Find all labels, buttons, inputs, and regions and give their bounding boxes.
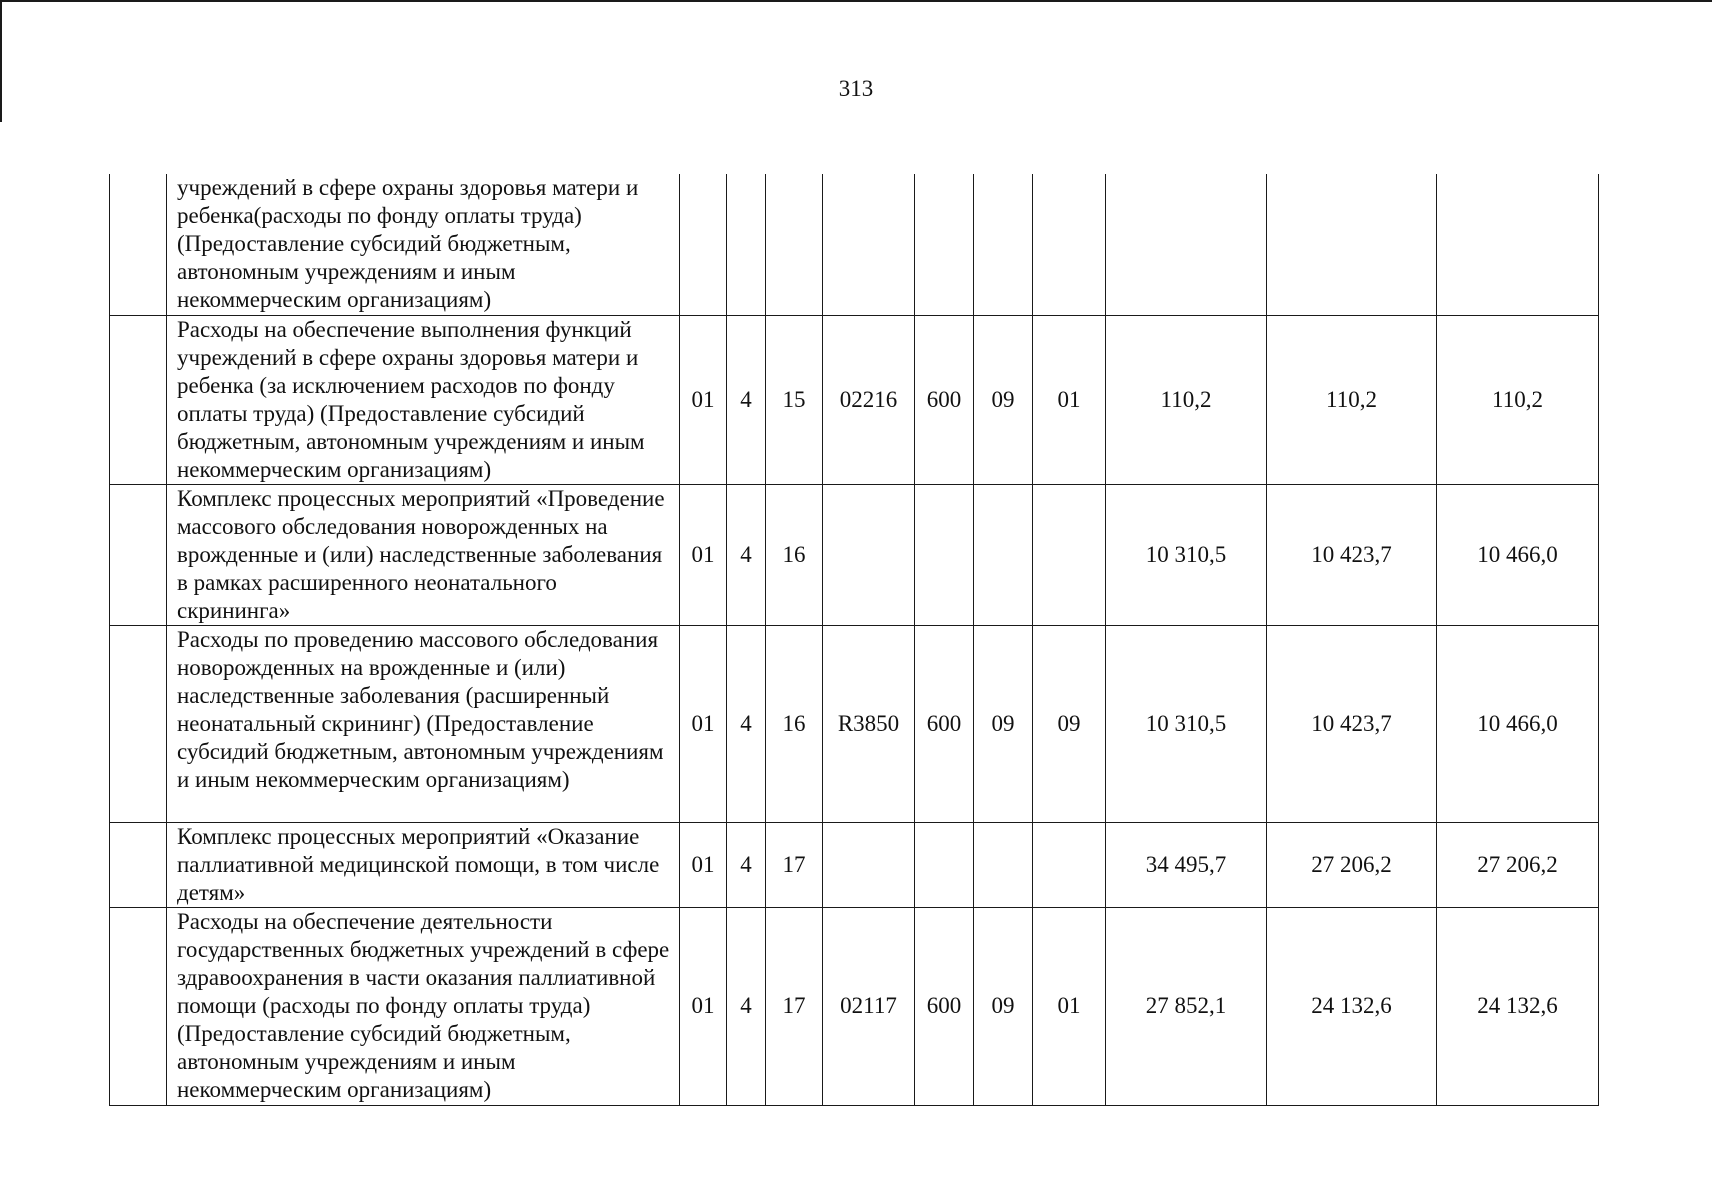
code-cell-5: 600 <box>915 315 974 484</box>
expense-name-cell: Расходы на обеспечение выполнения функций учреждений в сфере охраны здоровья матери и ребенка (за исключением расходов по фонду оплаты труда) (Предоставление субсидий бюджетным, автономным учреждениям и иным некоммерческим организациям) <box>167 315 680 484</box>
code-cell-4: R3850 <box>823 625 915 822</box>
code-cell-7 <box>1033 174 1106 315</box>
amount-cell-1: 110,2 <box>1106 315 1267 484</box>
amount-cell-1 <box>1106 174 1267 315</box>
code-cell-6: 09 <box>974 625 1033 822</box>
code-cell-7: 01 <box>1033 315 1106 484</box>
code-cell-5: 600 <box>915 625 974 822</box>
code-cell-1: 01 <box>680 907 727 1105</box>
amount-cell-3: 10 466,0 <box>1437 625 1599 822</box>
expense-name-cell: Расходы на обеспечение деятельности государственных бюджетных учреждений в сфере здравоохранения в части оказания паллиативной помощи (расходы по фонду оплаты труда) (Предоставление субсидий бюджетным, автономным учреждениям и иным некоммерческим организациям) <box>167 907 680 1105</box>
table-row <box>110 907 1599 1105</box>
budget-table <box>109 174 1599 1106</box>
table-row <box>110 822 1599 907</box>
amount-cell-1: 34 495,7 <box>1106 822 1267 907</box>
amount-cell-2: 110,2 <box>1267 315 1437 484</box>
scan-edge-top <box>0 0 1712 2</box>
code-cell-5 <box>915 484 974 625</box>
row-number-cell <box>110 315 167 484</box>
table-row <box>110 484 1599 625</box>
amount-cell-3: 110,2 <box>1437 315 1599 484</box>
amount-cell-1: 27 852,1 <box>1106 907 1267 1105</box>
amount-cell-2: 27 206,2 <box>1267 822 1437 907</box>
code-cell-3: 16 <box>766 625 823 822</box>
code-cell-3: 15 <box>766 315 823 484</box>
code-cell-1: 01 <box>680 822 727 907</box>
amount-cell-1: 10 310,5 <box>1106 625 1267 822</box>
code-cell-7: 01 <box>1033 907 1106 1105</box>
expense-name-cell: учреждений в сфере охраны здоровья матери и ребенка(расходы по фонду оплаты труда) (Предоставление субсидий бюджетным, автономным учреждениям и иным некоммерческим организациям) <box>167 174 680 315</box>
code-cell-3: 16 <box>766 484 823 625</box>
code-cell-3: 17 <box>766 822 823 907</box>
code-cell-2 <box>727 174 766 315</box>
code-cell-2: 4 <box>727 625 766 822</box>
code-cell-1: 01 <box>680 625 727 822</box>
row-number-cell <box>110 907 167 1105</box>
code-cell-5 <box>915 174 974 315</box>
code-cell-7: 09 <box>1033 625 1106 822</box>
code-cell-7 <box>1033 484 1106 625</box>
code-cell-2: 4 <box>727 822 766 907</box>
code-cell-7 <box>1033 822 1106 907</box>
code-cell-1 <box>680 174 727 315</box>
amount-cell-3 <box>1437 174 1599 315</box>
code-cell-2: 4 <box>727 315 766 484</box>
table-row <box>110 315 1599 484</box>
amount-cell-2: 10 423,7 <box>1267 484 1437 625</box>
code-cell-5: 600 <box>915 907 974 1105</box>
code-cell-6 <box>974 484 1033 625</box>
table-row <box>110 625 1599 822</box>
expense-name-cell: Расходы по проведению массового обследования новорожденных на врожденные и (или) наследственные заболевания (расширенный неонатальный скрининг) (Предоставление субсидий бюджетным, автономным учреждениям и иным некоммерческим организациям) <box>167 625 680 822</box>
code-cell-6 <box>974 822 1033 907</box>
code-cell-1: 01 <box>680 315 727 484</box>
row-number-cell <box>110 822 167 907</box>
expense-name-cell: Комплекс процессных мероприятий «Проведение массового обследования новорожденных на врожденные и (или) наследственные заболевания в рамках расширенного неонатального скрининга» <box>167 484 680 625</box>
code-cell-6: 09 <box>974 315 1033 484</box>
code-cell-4 <box>823 484 915 625</box>
amount-cell-3: 24 132,6 <box>1437 907 1599 1105</box>
code-cell-6: 09 <box>974 907 1033 1105</box>
code-cell-2: 4 <box>727 484 766 625</box>
table-row <box>110 174 1599 315</box>
code-cell-4: 02117 <box>823 907 915 1105</box>
code-cell-4 <box>823 174 915 315</box>
code-cell-2: 4 <box>727 907 766 1105</box>
page-number: 313 <box>838 76 874 101</box>
code-cell-5 <box>915 822 974 907</box>
code-cell-1: 01 <box>680 484 727 625</box>
code-cell-3: 17 <box>766 907 823 1105</box>
amount-cell-1: 10 310,5 <box>1106 484 1267 625</box>
code-cell-3 <box>766 174 823 315</box>
row-number-cell <box>110 625 167 822</box>
amount-cell-3: 10 466,0 <box>1437 484 1599 625</box>
amount-cell-3: 27 206,2 <box>1437 822 1599 907</box>
amount-cell-2: 24 132,6 <box>1267 907 1437 1105</box>
row-number-cell <box>110 174 167 315</box>
row-number-cell <box>110 484 167 625</box>
code-cell-6 <box>974 174 1033 315</box>
amount-cell-2 <box>1267 174 1437 315</box>
code-cell-4: 02216 <box>823 315 915 484</box>
code-cell-4 <box>823 822 915 907</box>
amount-cell-2: 10 423,7 <box>1267 625 1437 822</box>
expense-name-cell: Комплекс процессных мероприятий «Оказание паллиативной медицинской помощи, в том числе детям» <box>167 822 680 907</box>
